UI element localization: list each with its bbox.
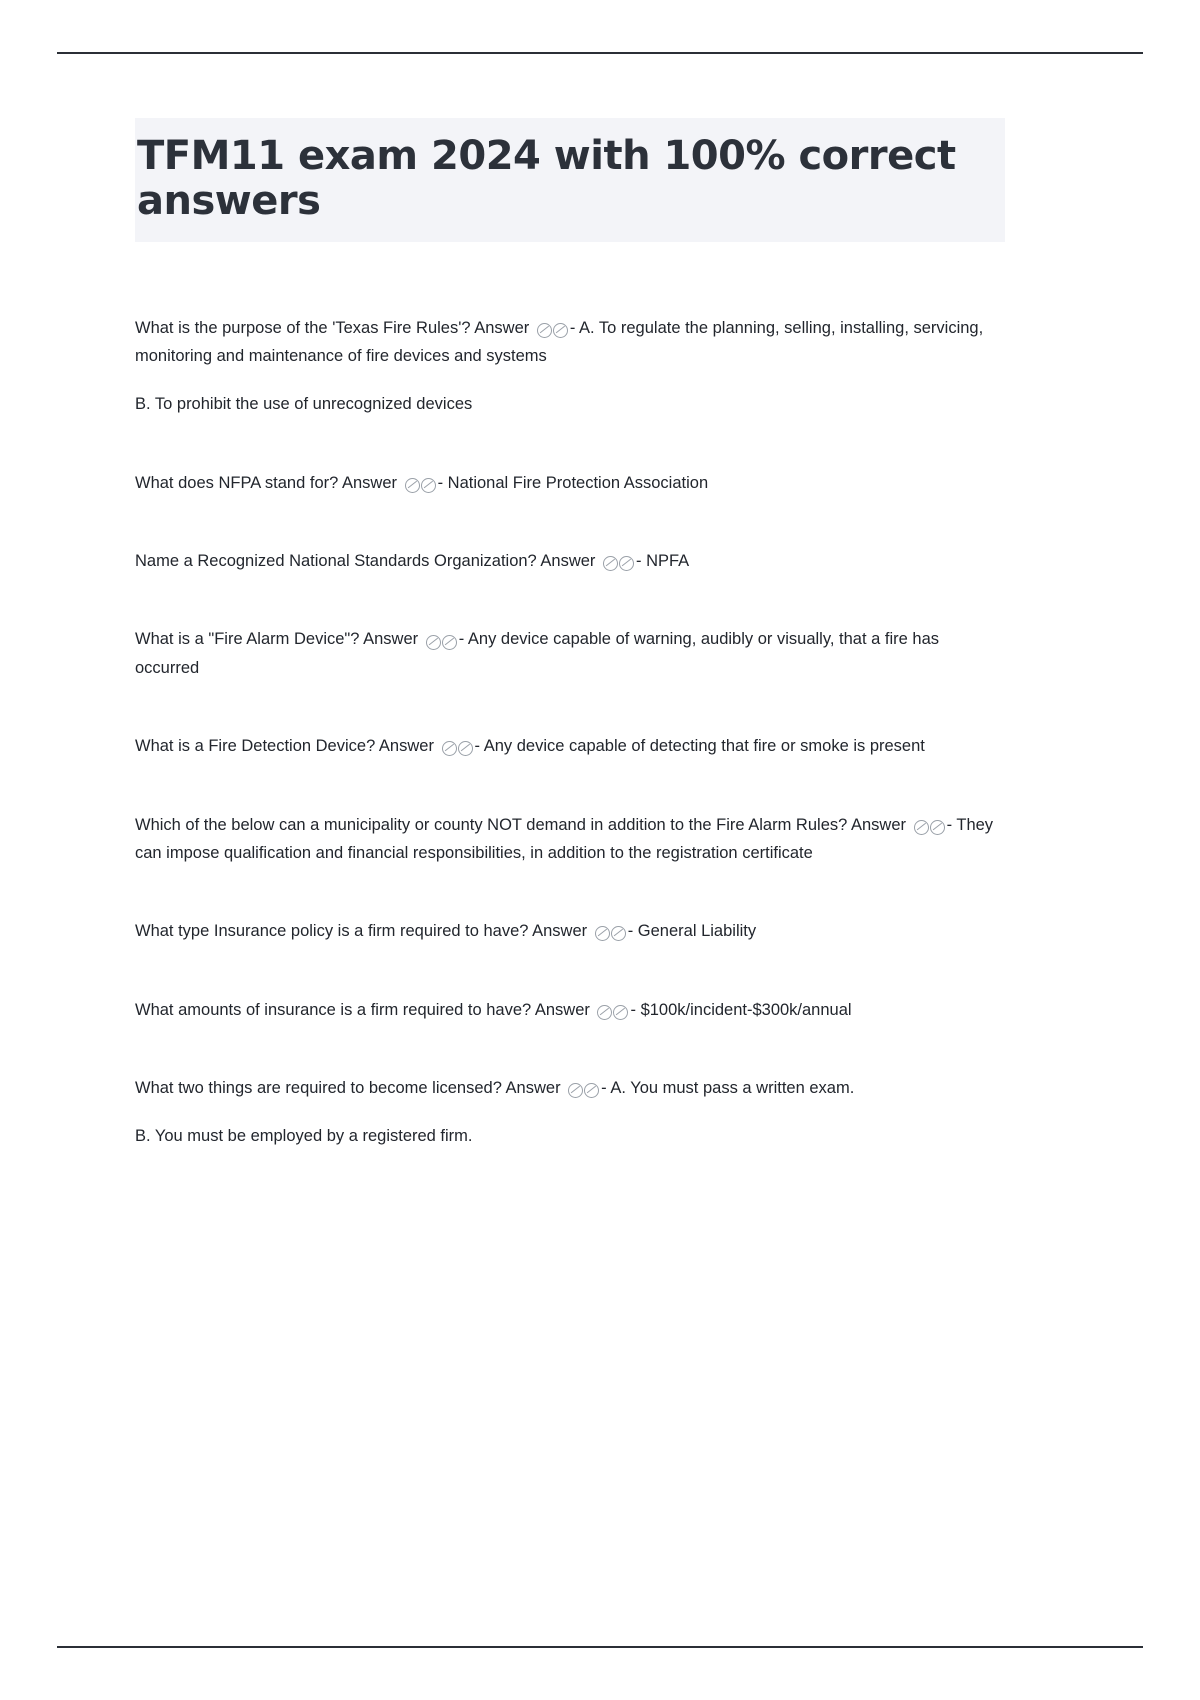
- qa-answer-text: - They can impose qualification and financial responsibilities, in addition to the registration certificate: [135, 815, 994, 862]
- qa-answer-text: - General Liability: [627, 922, 757, 941]
- qa-extra-option: B. To prohibit the use of unrecognized devices: [135, 395, 473, 414]
- qa-question-text: What is a "Fire Alarm Device"? Answer: [135, 630, 423, 649]
- page-title: TFM11 exam 2024 with 100% correct answers: [137, 133, 956, 224]
- qa-answer-text: - Any device capable of detecting that fire or smoke is present: [474, 737, 925, 756]
- qa-question-answer: [135, 917, 1005, 945]
- qa-question-text: What two things are required to become licensed? Answer: [135, 1079, 566, 1098]
- qa-question-answer: [135, 811, 1005, 868]
- document-content: [135, 118, 1005, 1201]
- qa-list: [135, 314, 1005, 1151]
- qa-block: [135, 917, 1005, 945]
- qa-answer-text: - National Fire Protection Association: [437, 473, 709, 492]
- qa-question-answer: [135, 314, 1005, 371]
- qa-question-text: What does NFPA stand for? Answer: [135, 473, 402, 492]
- qa-question-answer: [135, 469, 1005, 497]
- qa-question-answer: [135, 547, 1005, 575]
- slashed-circle-icon: [595, 919, 627, 947]
- qa-block: [135, 1074, 1005, 1151]
- slashed-circle-icon: [568, 1076, 600, 1104]
- qa-question-text: Name a Recognized National Standards Organization? Answer: [135, 552, 601, 571]
- qa-question-answer: [135, 732, 1005, 760]
- slashed-circle-icon: [914, 813, 946, 841]
- qa-extra-option: B. You must be employed by a registered firm.: [135, 1127, 473, 1146]
- slashed-circle-icon: [405, 471, 437, 499]
- qa-question-text: What is the purpose of the 'Texas Fire Rules'? Answer: [135, 318, 534, 337]
- qa-question-text: Which of the below can a municipality or county NOT demand in addition to the Fire Alarm Rules? Answer: [135, 815, 911, 834]
- qa-block: [135, 625, 1005, 682]
- header-divider: [57, 52, 1143, 54]
- slashed-circle-icon: [597, 998, 629, 1026]
- qa-question-answer: [135, 1074, 1005, 1102]
- qa-question-text: What amounts of insurance is a firm required to have? Answer: [135, 1000, 595, 1019]
- qa-block: [135, 996, 1005, 1024]
- slashed-circle-icon: [603, 549, 635, 577]
- slashed-circle-icon: [442, 734, 474, 762]
- slashed-circle-icon: [426, 627, 458, 655]
- qa-block: [135, 811, 1005, 868]
- qa-answer-text: - Any device capable of warning, audibly or visually, that a fire has occurred: [135, 630, 940, 677]
- qa-question-text: What is a Fire Detection Device? Answer: [135, 737, 439, 756]
- slashed-circle-icon: [537, 316, 569, 344]
- qa-answer-text: - $100k/incident-$300k/annual: [630, 1000, 852, 1019]
- footer-divider: [57, 1646, 1143, 1648]
- qa-answer-text: - NPFA: [636, 552, 690, 571]
- qa-answer-text: - A. You must pass a written exam.: [601, 1079, 855, 1098]
- qa-block: [135, 732, 1005, 760]
- title-banner: [135, 118, 1005, 242]
- qa-question-answer: [135, 625, 1005, 682]
- qa-question-text: What type Insurance policy is a firm required to have? Answer: [135, 922, 592, 941]
- qa-block: [135, 547, 1005, 575]
- qa-block: [135, 314, 1005, 419]
- qa-answer-text: - A. To regulate the planning, selling, installing, servicing, monitoring and maintenance of fire devices and systems: [135, 318, 984, 365]
- qa-block: [135, 469, 1005, 497]
- qa-question-answer: [135, 996, 1005, 1024]
